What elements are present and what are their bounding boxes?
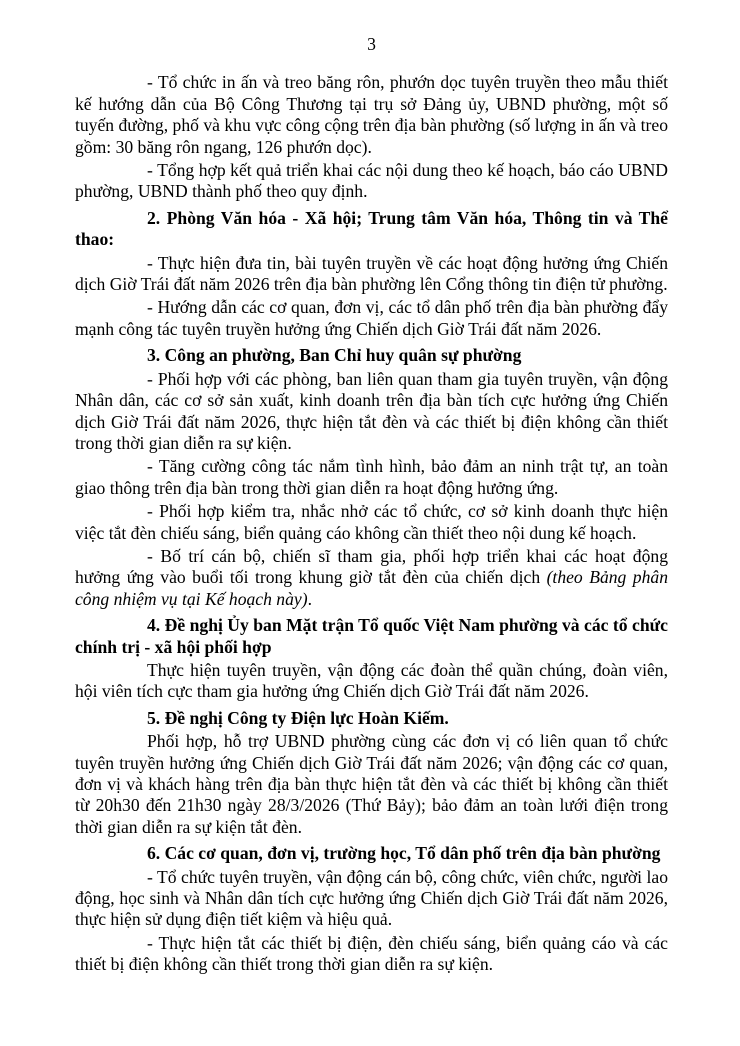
body-paragraph: - Hướng dẫn các cơ quan, đơn vị, các tổ dân phố trên địa bàn phường đẩy mạnh công tác tuyên truyền hưởng ứng Chiến dịch Giờ Trái đất năm 2026. [75, 297, 668, 339]
body-paragraph: - Phối hợp kiểm tra, nhắc nhở các tổ chức, cơ sở kinh doanh thực hiện việc tắt đèn chiếu sáng, biển quảng cáo không cần thiết theo nội dung kế hoạch. [75, 501, 668, 543]
body-paragraph: - Tổ chức tuyên truyền, vận động cán bộ, công chức, viên chức, người lao động, học sinh và Nhân dân tích cực hưởng ứng Chiến dịch Giờ Trái đất năm 2026, thực hiện sử dụng điện tiết kiệm và hiệu quả. [75, 866, 668, 930]
body-paragraph: - Tăng cường công tác nắm tình hình, bảo đảm an ninh trật tự, an toàn giao thông trên địa bàn trong thời gian diễn ra hoạt động hưởng ứng. [75, 456, 668, 498]
section-heading-4: 4. Đề nghị Ủy ban Mặt trận Tổ quốc Việt Nam phường và các tổ chức chính trị - xã hội phối hợp [75, 615, 668, 657]
body-paragraph: - Thực hiện đưa tin, bài tuyên truyền về các hoạt động hưởng ứng Chiến dịch Giờ Trái đất năm 2026 trên địa bàn phường lên Cổng thông tin điện tử phường. [75, 252, 668, 295]
body-paragraph [75, 546, 668, 610]
page-number: 3 [367, 34, 376, 54]
paragraph-text: . [307, 588, 312, 609]
paragraph-text: - Bố trí cán bộ, chiến sĩ tham gia, phối hợp triển khai các hoạt động hưởng ứng vào buổi tối trong khung giờ tắt đèn của chiến dịch [75, 545, 668, 588]
body-paragraph: - Tổ chức in ấn và treo băng rôn, phướn dọc tuyên truyền theo mẫu thiết kế hướng dẫn của Bộ Công Thương tại trụ sở Đảng ủy, UBND phường, một số tuyến đường, phố và khu vực công cộng trên địa bàn phường (số lượng in ấn và treo gồm: 30 băng rôn ngang, 126 phướn dọc). [75, 72, 668, 157]
body-paragraph: - Tổng hợp kết quả triển khai các nội dung theo kế hoạch, báo cáo UBND phường, UBND thành phố theo quy định. [75, 160, 668, 202]
section-heading-5: 5. Đề nghị Công ty Điện lực Hoàn Kiếm. [147, 707, 449, 728]
body-paragraph: - Thực hiện tắt các thiết bị điện, đèn chiếu sáng, biển quảng cáo và các thiết bị điện không cần thiết trong thời gian diễn ra sự kiện. [75, 932, 668, 975]
section-heading-6: 6. Các cơ quan, đơn vị, trường học, Tổ dân phố trên địa bàn phường [147, 843, 661, 864]
section-heading-2: 2. Phòng Văn hóa - Xã hội; Trung tâm Văn hóa, Thông tin và Thể thao: [75, 207, 668, 250]
body-paragraph: - Phối hợp với các phòng, ban liên quan tham gia tuyên truyền, vận động Nhân dân, các cơ sở sản xuất, kinh doanh trên địa bàn tích cực hưởng ứng Chiến dịch Giờ Trái đất năm 2026, thực hiện tắt đèn và các thiết bị điện không cần thiết trong thời gian diễn ra sự kiện. [75, 368, 668, 453]
body-paragraph: Phối hợp, hỗ trợ UBND phường cùng các đơn vị có liên quan tổ chức tuyên truyền hưởng ứng Chiến dịch Giờ Trái đất năm 2026; vận động các cơ quan, đơn vị và khách hàng trên địa bàn thực hiện tắt đèn và các thiết bị không cần thiết từ 20h30 đến 21h30 ngày 28/3/2026 (Thứ Bảy); bảo đảm an toàn lưới điện trong thời gian diễn ra sự kiện tắt đèn. [75, 731, 668, 837]
italic-note: (theo Bảng phân công nhiệm vụ tại Kế hoạch này) [75, 567, 668, 609]
body-paragraph: Thực hiện tuyên truyền, vận động các đoàn thể quần chúng, đoàn viên, hội viên tích cực tham gia hưởng ứng Chiến dịch Giờ Trái đất năm 2026. [75, 659, 668, 702]
section-heading-3: 3. Công an phường, Ban Chỉ huy quân sự phường [147, 345, 522, 366]
document-body [75, 72, 668, 975]
